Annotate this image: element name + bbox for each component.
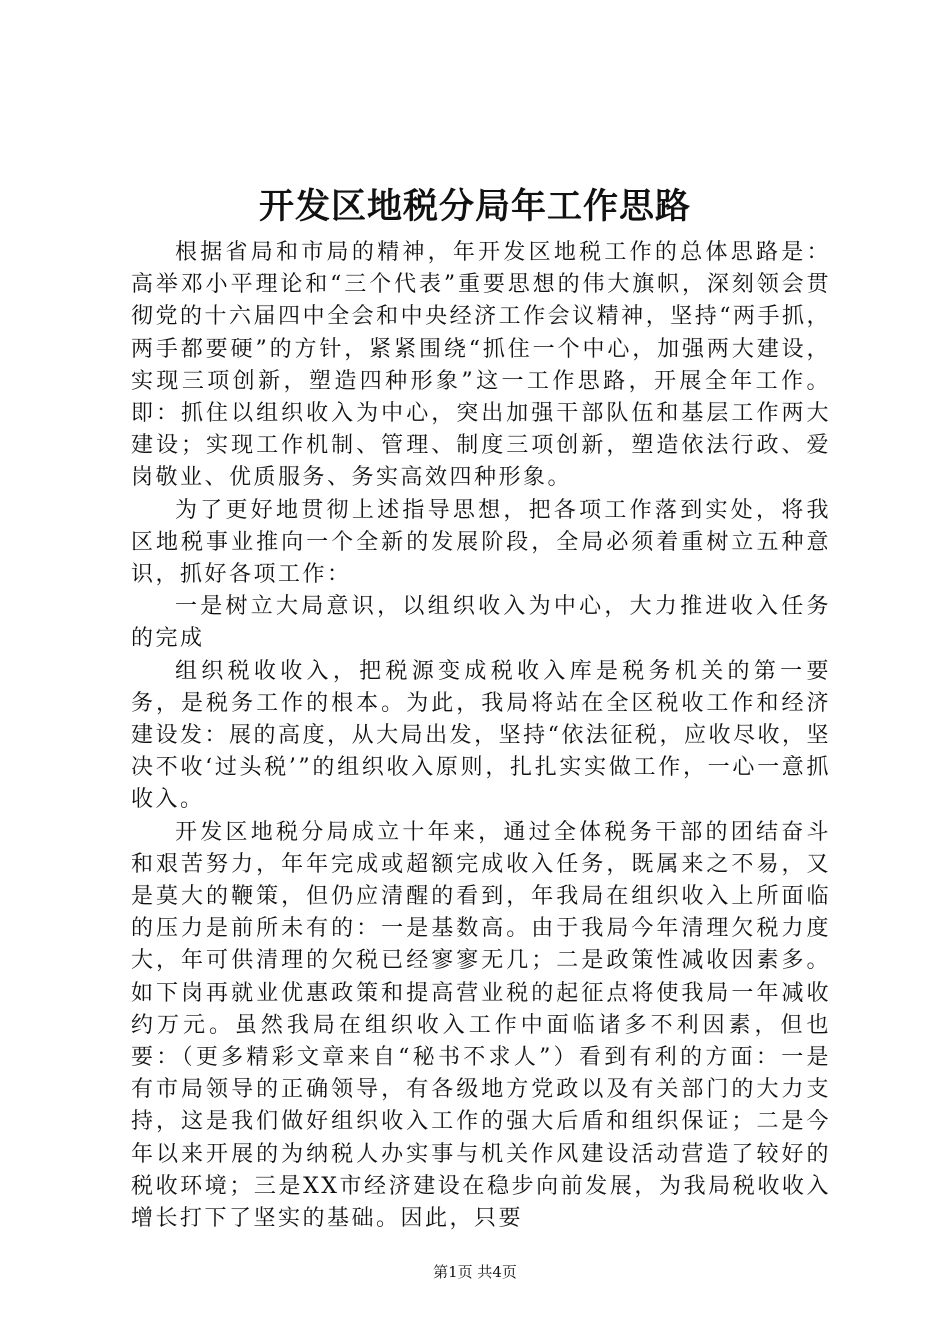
paragraph-five-awareness: 为了更好地贯彻上述指导思想，把各项工作落到实处，将我区地税事业推向一个全新的发展阶段，全局必须着重树立五种意识，抓好各项工作： bbox=[131, 497, 831, 588]
page-number-footer: 第1页 共4页 bbox=[433, 1263, 517, 1281]
paragraph-pressure-analysis: 开发区地税分局成立十年来，通过全体税务干部的团结奋斗和艰苦努力，年年完成或超额完成收入任务，既属来之不易，又是莫大的鞭策，但仍应清醒的看到，年我局在组织收入上所面临的压力是前所未有的：一是基数高。由于我局今年清理欠税力度大，年可供清理的欠税已经寥寥无几；二是政策性减收因素多。如下岗再就业优惠政策和提高营业税的起征点将使我局一年减收约万元。虽然我局在组织收入工作中面临诸多不利因素，但也要：（更多精彩文章来自“秘书不求人”）看到有利的方面：一是有市局领导的正确领导，有各级地方党政以及有关部门的大力支持，这是我们做好组织收入工作的强大后盾和组织保证；二是今年以来开展的为纳税人办实事与机关作风建设活动营造了较好的税收环境；三是XX市经济建设在稳步向前发展，为我局税收收入增长打下了坚实的基础。因此，只要 bbox=[131, 819, 831, 1232]
document-title: 开发区地税分局年工作思路 bbox=[258, 186, 691, 227]
document-body bbox=[131, 237, 831, 1235]
paragraph-point-one-heading: 一是树立大局意识，以组织收入为中心，大力推进收入任务的完成 bbox=[131, 594, 831, 652]
paragraph-revenue-collection: 组织税收收入，把税源变成税收入库是税务机关的第一要务，是税务工作的根本。为此，我局将站在全区税收工作和经济建设发：展的高度，从大局出发，坚持“依法征税，应收尽收，坚决不收‘过头税’”的组织收入原则，扎扎实实做工作，一心一意抓收入。 bbox=[131, 658, 831, 813]
paragraph-guiding-thought: 根据省局和市局的精神，年开发区地税工作的总体思路是：高举邓小平理论和“三个代表”重要思想的伟大旗帜，深刻领会贯彻党的十六届四中全会和中央经济工作会议精神，坚持“两手抓，两手都要硬”的方针，紧紧围绕“抓住一个中心，加强两大建设，实现三项创新，塑造四种形象”这一工作思路，开展全年工作。即：抓住以组织收入为中心，突出加强干部队伍和基层工作两大建设；实现工作机制、管理、制度三项创新，塑造依法行政、爱岗敬业、优质服务、务实高效四种形象。 bbox=[131, 240, 831, 491]
